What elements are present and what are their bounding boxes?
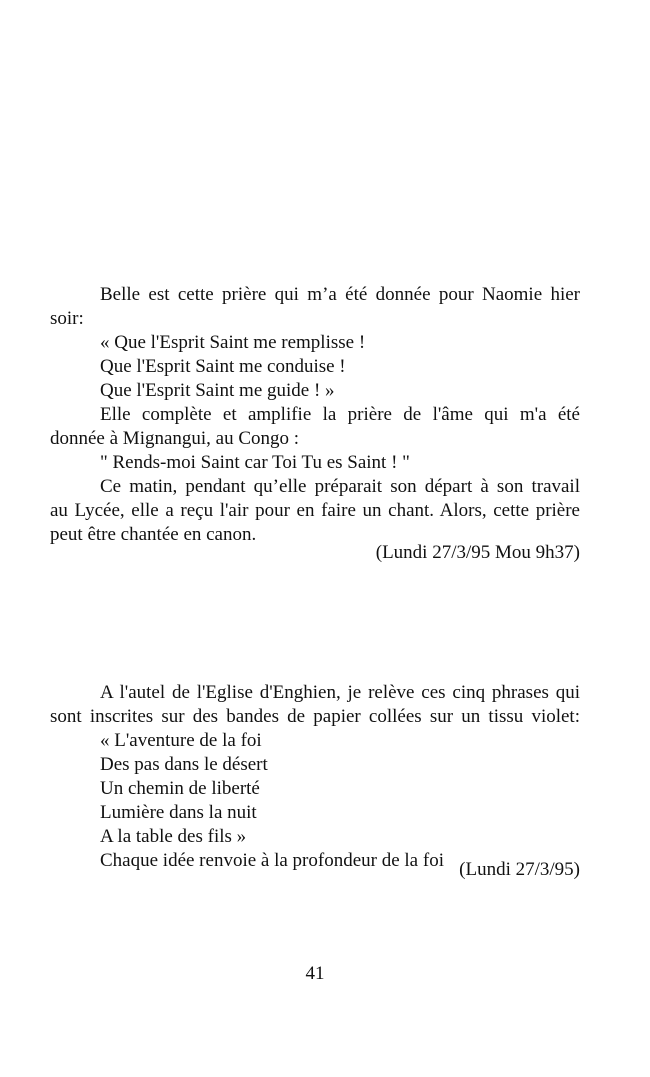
prayer-line: Que l'Esprit Saint me guide ! » [100,380,335,401]
paragraph-line: soir: [50,308,84,329]
paragraph-line: au Lycée, elle a reçu l'air pour en faire un chant. Alors, cette prière [50,500,580,521]
quote-line: Un chemin de liberté [100,778,260,799]
date-signature: (Lundi 27/3/95) [459,859,580,880]
paragraph-line: Ce matin, pendant qu’elle préparait son départ à son travail [100,476,580,497]
page-number: 41 [305,963,325,984]
quote-line: « L'aventure de la foi [100,730,262,751]
paragraph-line: Belle est cette prière qui m’a été donnée pour Naomie hier [100,284,580,305]
quote-line: A la table des fils » [100,826,247,847]
paragraph-line: A l'autel de l'Eglise d'Enghien, je relève ces cinq phrases qui [100,682,580,703]
quote-line: Des pas dans le désert [100,754,268,775]
prayer-line: Que l'Esprit Saint me conduise ! [100,356,346,377]
paragraph-line: sont inscrites sur des bandes de papier collées sur un tissu violet: [50,706,580,727]
paragraph-line: peut être chantée en canon. [50,524,257,545]
date-signature: (Lundi 27/3/95 Mou 9h37) [375,542,580,563]
paragraph-line: Chaque idée renvoie à la profondeur de la foi [100,850,444,871]
quote-line: Lumière dans la nuit [100,802,257,823]
prayer-line: " Rends-moi Saint car Toi Tu es Saint ! " [100,452,410,473]
paragraph-line: Elle complète et amplifie la prière de l'âme qui m'a été [100,404,580,425]
prayer-line: « Que l'Esprit Saint me remplisse ! [100,332,366,353]
paragraph-line: donnée à Mignangui, au Congo : [50,428,300,449]
